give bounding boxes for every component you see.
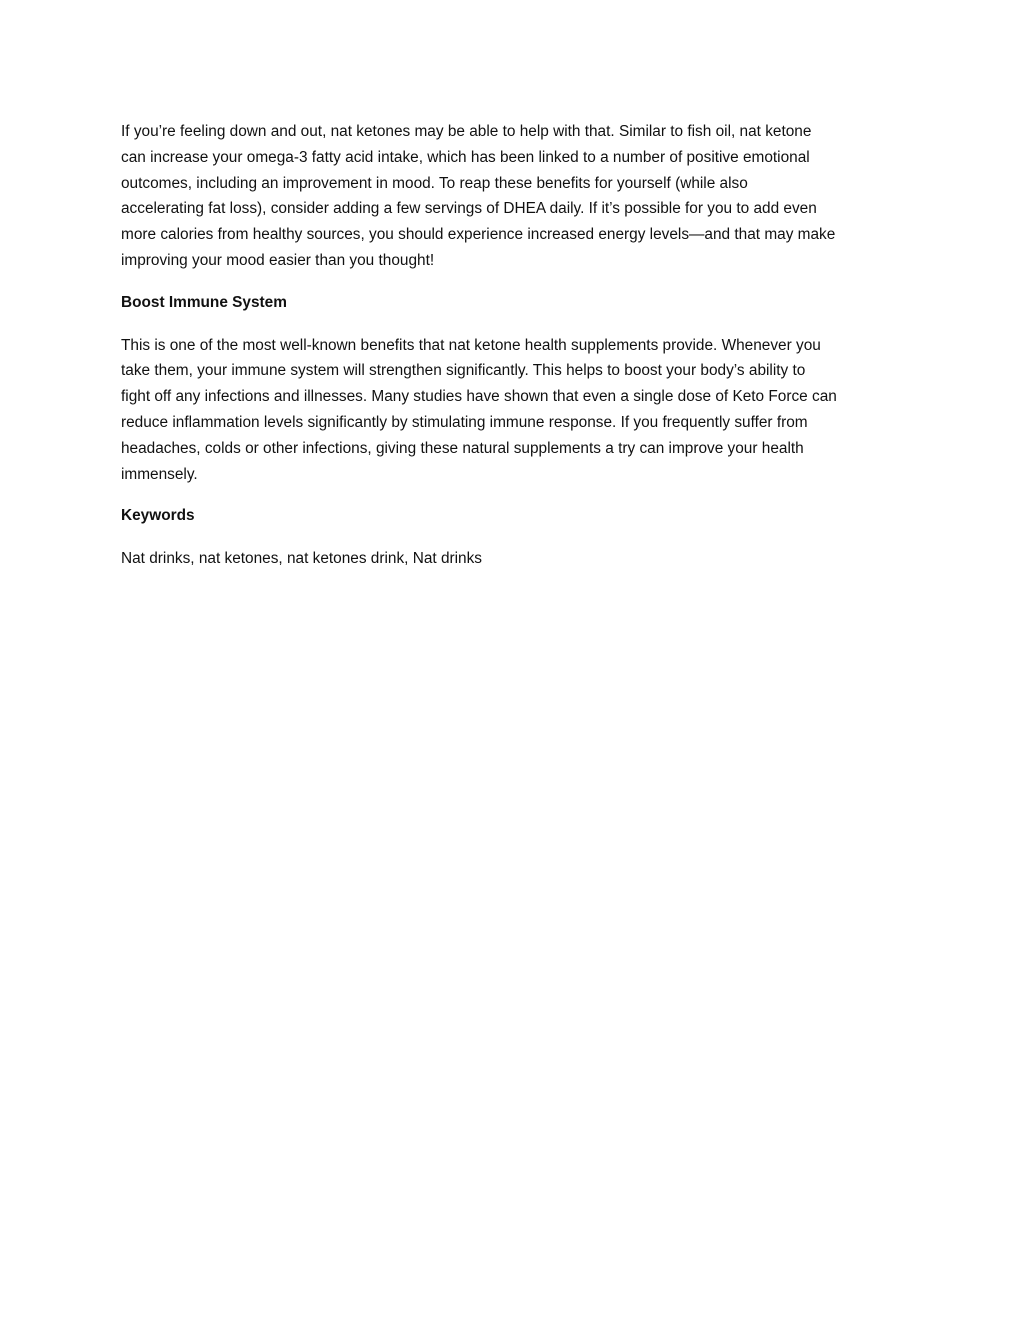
paragraph-line: fight off any infections and illnesses. Many studies have shown that even a single dose of Keto Force can xyxy=(121,388,837,406)
heading-boost-immune-system: Boost Immune System xyxy=(121,293,287,311)
paragraph-line: improving your mood easier than you thought! xyxy=(121,251,435,269)
paragraph-line: can increase your omega-3 fatty acid intake, which has been linked to a number of positive emotional xyxy=(121,148,810,166)
paragraph-line: accelerating fat loss), consider adding a few servings of DHEA daily. If it’s possible for you to add even xyxy=(121,200,817,218)
paragraph-mood xyxy=(121,119,911,274)
paragraph-line: If you’re feeling down and out, nat ketones may be able to help with that. Similar to fish oil, nat ketone xyxy=(121,123,812,140)
paragraph-line: take them, your immune system will strengthen significantly. This helps to boost your body’s ability to xyxy=(121,362,806,380)
paragraph-line: more calories from healthy sources, you should experience increased energy levels—and that may make xyxy=(121,226,836,244)
paragraph-line: outcomes, including an improvement in mood. To reap these benefits for yourself (while also xyxy=(121,174,748,192)
paragraph-line: immensely. xyxy=(121,465,198,483)
paragraph-keywords xyxy=(121,546,911,572)
paragraph-immune xyxy=(121,333,911,488)
paragraph-line: reduce inflammation levels significantly by stimulating immune response. If you frequently suffer from xyxy=(121,413,808,431)
paragraph-line: This is one of the most well-known benefits that nat ketone health supplements provide. Whenever you xyxy=(121,336,821,354)
heading-keywords: Keywords xyxy=(121,507,195,525)
paragraph-line: Nat drinks, nat ketones, nat ketones drink, Nat drinks xyxy=(121,550,483,568)
document-page xyxy=(121,119,911,588)
paragraph-line: headaches, colds or other infections, giving these natural supplements a try can improve your health xyxy=(121,439,804,457)
